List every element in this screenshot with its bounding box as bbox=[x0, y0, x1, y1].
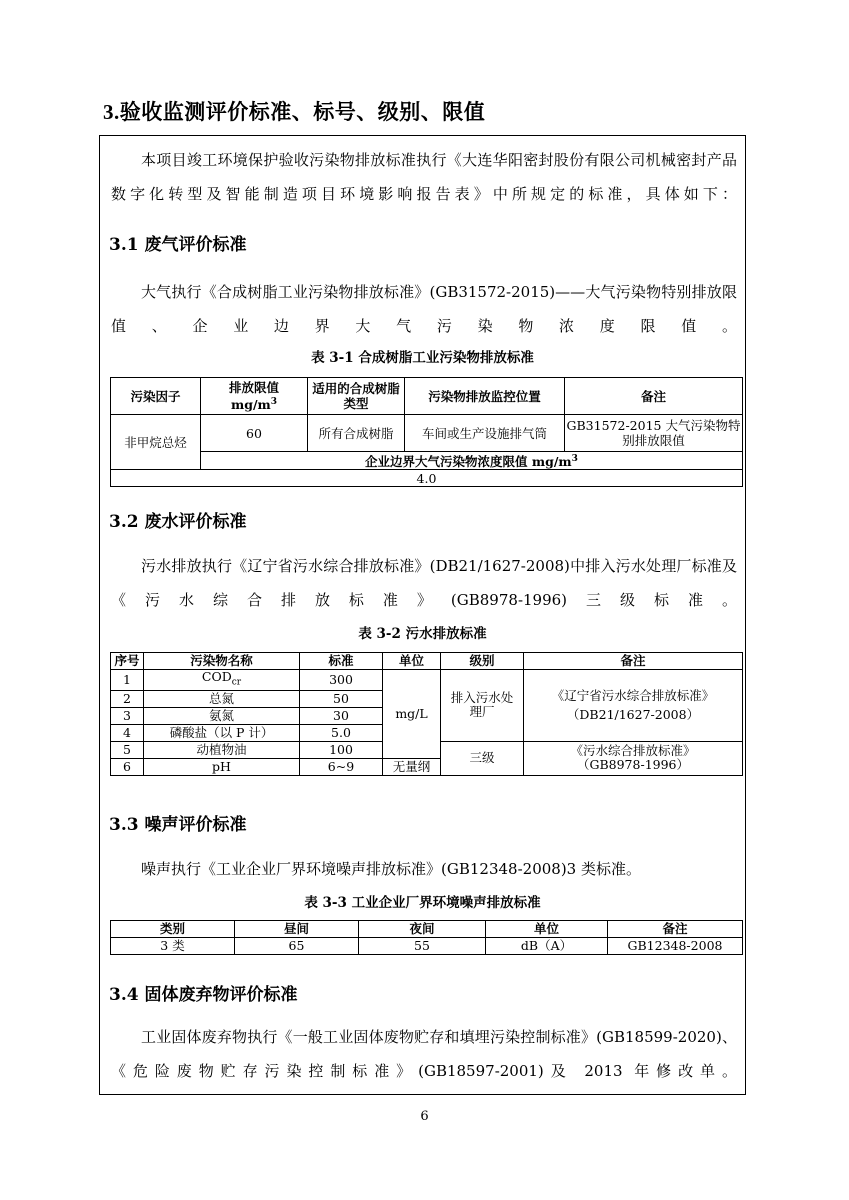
cell-no: 5 bbox=[111, 741, 144, 758]
cell-note: GB12348-2008 bbox=[608, 938, 743, 955]
cell-no: 3 bbox=[111, 707, 144, 724]
table-3-2 bbox=[110, 652, 743, 776]
header-note: 备注 bbox=[608, 921, 743, 938]
cell-name: 氨氮 bbox=[144, 707, 300, 724]
page-title: 3.验收监测评价标准、标号、级别、限值 bbox=[103, 100, 486, 124]
header-night: 夜间 bbox=[359, 921, 486, 938]
section-3-4-text: 工业固体废弃物执行《一般工业固体废物贮存和填埋污染控制标准》(GB18599-2020)、《危险废物贮存污染控制标准》(GB18597-2001)及 2013 年修改单。 bbox=[111, 1028, 737, 1080]
table-3-3-caption: 表 3-3 工业企业厂界环境噪声排放标准 bbox=[304, 895, 541, 911]
cell-limit: 60 bbox=[201, 415, 308, 452]
header-name: 污染物名称 bbox=[144, 653, 300, 670]
table-3-1-caption: 表 3-1 合成树脂工业污染物排放标准 bbox=[311, 350, 534, 366]
header-no: 序号 bbox=[111, 653, 144, 670]
boundary-label: 企业边界大气污染物浓度限值 $mg/m^3$ bbox=[201, 452, 743, 470]
header-limit: 排放限值 $mg/m^3$ bbox=[201, 378, 308, 415]
page-number: 6 bbox=[420, 1109, 429, 1124]
cell-no: 4 bbox=[111, 724, 144, 741]
cell-no: 1 bbox=[111, 670, 144, 691]
table-3-3 bbox=[110, 920, 743, 955]
table-row bbox=[111, 938, 743, 955]
section-3-1-text: 大气执行《合成树脂工业污染物排放标准》(GB31572-2015)——大气污染物特别排放限值、企业边界大气污染物浓度限值。 bbox=[111, 283, 737, 335]
section-3-2-text: 污水排放执行《辽宁省污水综合排放标准》(DB21/1627-2008)中排入污水处理厂标准及《污水综合排放标准》(GB8978-1996)三级标准。 bbox=[111, 557, 737, 609]
table-3-1 bbox=[110, 377, 743, 487]
cell-std: 5.0 bbox=[300, 724, 383, 741]
cell-std: 300 bbox=[300, 670, 383, 691]
cell-std: 30 bbox=[300, 707, 383, 724]
cell-name: $COD_{cr}$ bbox=[144, 670, 300, 691]
intro-paragraph: 本项目竣工环境保护验收污染物排放标准执行《大连华阳密封股份有限公司机械密封产品数字化转型及智能制造项目环境影响报告表》中所规定的标准，具体如下： bbox=[111, 151, 737, 203]
header-level: 级别 bbox=[441, 653, 524, 670]
header-day: 昼间 bbox=[235, 921, 359, 938]
header-resin: 适用的合成树脂类型 bbox=[308, 378, 405, 415]
header-monitor: 污染物排放监控位置 bbox=[405, 378, 565, 415]
cell-note-a: 《辽宁省污水综合排放标准》 （DB21/1627-2008） bbox=[524, 670, 743, 742]
cell-name: 磷酸盐（以 P 计） bbox=[144, 724, 300, 741]
header-unit: 单位 bbox=[486, 921, 608, 938]
cell-unit: dB（A） bbox=[486, 938, 608, 955]
cell-std: 6~9 bbox=[300, 758, 383, 775]
cell-note-b: 《污水综合排放标准》 （GB8978-1996） bbox=[524, 741, 743, 775]
header-type: 类别 bbox=[111, 921, 235, 938]
cell-level-a: 排入污水处理厂 bbox=[441, 670, 524, 742]
section-3-3-heading: 3.3 噪声评价标准 bbox=[109, 815, 247, 835]
boundary-value: 4.0 bbox=[111, 470, 743, 487]
table-row bbox=[111, 670, 743, 691]
table-row bbox=[111, 415, 743, 452]
cell-note: GB31572-2015 大气污染物特别排放限值 bbox=[565, 415, 743, 452]
cell-monitor: 车间或生产设施排气筒 bbox=[405, 415, 565, 452]
cell-day: 65 bbox=[235, 938, 359, 955]
section-3-4-heading: 3.4 固体废弃物评价标准 bbox=[109, 985, 298, 1005]
table-header-row bbox=[111, 921, 743, 938]
table-header-row bbox=[111, 378, 743, 415]
cell-unit-merged: mg/L bbox=[383, 670, 441, 759]
table-row bbox=[111, 452, 743, 470]
cell-no: 6 bbox=[111, 758, 144, 775]
cell-level-b: 三级 bbox=[441, 741, 524, 775]
header-unit: 单位 bbox=[383, 653, 441, 670]
table-header-row bbox=[111, 653, 743, 670]
cell-std: 50 bbox=[300, 690, 383, 707]
section-3-2-heading: 3.2 废水评价标准 bbox=[109, 512, 247, 532]
cell-factor: 非甲烷总烃 bbox=[111, 415, 201, 470]
header-note: 备注 bbox=[565, 378, 743, 415]
cell-std: 100 bbox=[300, 741, 383, 758]
header-factor: 污染因子 bbox=[111, 378, 201, 415]
cell-name: 总氮 bbox=[144, 690, 300, 707]
cell-night: 55 bbox=[359, 938, 486, 955]
table-row bbox=[111, 470, 743, 487]
cell-no: 2 bbox=[111, 690, 144, 707]
section-3-3-text: 噪声执行《工业企业厂界环境噪声排放标准》(GB12348-2008)3 类标准。 bbox=[141, 860, 641, 878]
header-std: 标准 bbox=[300, 653, 383, 670]
table-3-2-caption: 表 3-2 污水排放标准 bbox=[358, 626, 487, 642]
cell-name: 动植物油 bbox=[144, 741, 300, 758]
header-note: 备注 bbox=[524, 653, 743, 670]
cell-name: pH bbox=[144, 758, 300, 775]
section-3-1-heading: 3.1 废气评价标准 bbox=[109, 235, 247, 255]
cell-unit: 无量纲 bbox=[383, 758, 441, 775]
cell-resin: 所有合成树脂 bbox=[308, 415, 405, 452]
cell-type: 3 类 bbox=[111, 938, 235, 955]
